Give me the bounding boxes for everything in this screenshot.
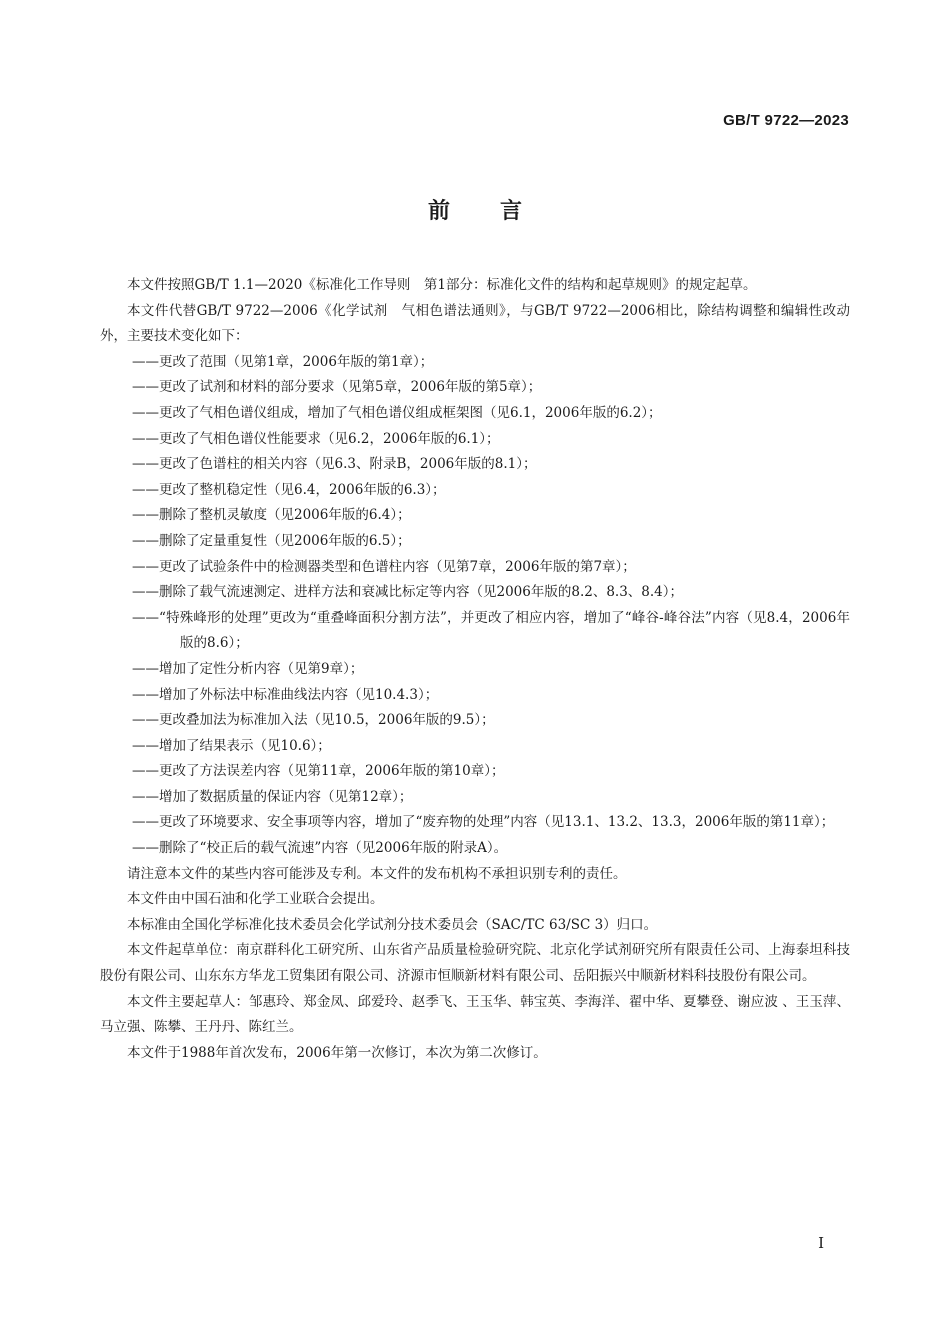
change-item: ——删除了定量重复性（见2006年版的6.5）； bbox=[132, 532, 411, 549]
change-item: ——更改了气相色谱仪性能要求（见6.2，2006年版的6.1）； bbox=[132, 430, 500, 447]
intro-paragraph: 本文件按照GB/T 1.1—2020《标准化工作导则 第1部分：标准化文件的结构和起草规则》的规定起草。 bbox=[127, 277, 757, 293]
closing-paragraph: 本标准由全国化学标准化技术委员会化学试剂分技术委员会（SAC/TC 63/SC 3）归口。 bbox=[127, 916, 658, 933]
change-item: ——更改叠加法为标准加入法（见10.5，2006年版的9.5）； bbox=[132, 712, 495, 729]
intro-paragraph: 本文件代替GB/T 9722—2006《化学试剂 气相色谱法通则》，与GB/T 9722—2006相比，除结构调整和编辑性改动外，主要技术变化如下： bbox=[100, 302, 850, 345]
change-item: ——更改了色谱柱的相关内容（见6.3、附录B，2006年版的8.1）； bbox=[132, 456, 537, 473]
change-item: ——更改了气相色谱仪组成，增加了气相色谱仪组成框架图（见6.1，2006年版的6.2）； bbox=[132, 404, 662, 421]
change-item: ——更改了整机稳定性（见6.4，2006年版的6.3）； bbox=[132, 481, 446, 498]
page-number: Ⅰ bbox=[818, 1234, 824, 1252]
change-item: ——更改了试剂和材料的部分要求（见第5章，2006年版的第5章）； bbox=[132, 379, 542, 396]
change-item: ——删除了整机灵敏度（见2006年版的6.4）； bbox=[132, 507, 411, 524]
title-char: 前 bbox=[427, 199, 450, 224]
change-item: ——更改了范围（见第1章，2006年版的第1章）； bbox=[132, 353, 434, 370]
standard-number: GB/T 9722—2023 bbox=[723, 112, 849, 129]
change-item: ——“特殊峰形的处理”更改为“重叠峰面积分割方法”，并更改了相应内容，增加了“峰谷-峰谷法”内容（见8.4，2006年版的8.6）； bbox=[132, 609, 850, 652]
change-item: ——增加了数据质量的保证内容（见第12章）； bbox=[132, 788, 413, 805]
foreword-body bbox=[100, 273, 850, 1066]
change-item: ——更改了方法误差内容（见第11章，2006年版的第10章）； bbox=[132, 763, 505, 780]
closing-paragraph: 本文件由中国石油和化学工业联合会提出。 bbox=[127, 891, 384, 908]
change-item: ——增加了结果表示（见10.6）； bbox=[132, 737, 331, 754]
change-item: ——更改了环境要求、安全事项等内容，增加了“废弃物的处理”内容（见13.1、13.2、13.3，2006年版的第11章）； bbox=[132, 814, 835, 831]
change-item: ——删除了“校正后的载气流速”内容（见2006年版的附录A）。 bbox=[132, 840, 508, 857]
closing-paragraph: 本文件起草单位：南京群科化工研究所、山东省产品质量检验研究院、北京化学试剂研究所有限责任公司、上海泰坦科技股份有限公司、山东东方华龙工贸集团有限公司、济源市恒顺新材料有限公司、岳阳振兴中顺新材料科技股份有限公司。 bbox=[100, 942, 850, 985]
closing-paragraph: 请注意本文件的某些内容可能涉及专利。本文件的发布机构不承担识别专利的责任。 bbox=[127, 865, 627, 882]
change-item: ——增加了外标法中标准曲线法内容（见10.4.3）； bbox=[132, 686, 439, 703]
closing-paragraph: 本文件于1988年首次发布，2006年第一次修订，本次为第二次修订。 bbox=[127, 1044, 547, 1061]
change-item: ——增加了定性分析内容（见第9章）； bbox=[132, 660, 364, 677]
closing-paragraph: 本文件主要起草人：邹惠玲、郑金凤、邱爱玲、赵季飞、王玉华、韩宝英、李海洋、翟中华、夏攀登、谢应波 、王玉萍、马立强、陈攀、王丹丹、陈红兰。 bbox=[100, 993, 850, 1036]
page-title bbox=[0, 194, 950, 225]
change-item: ——删除了载气流速测定、进样方法和衰减比标定等内容（见2006年版的8.2、8.3、8.4）； bbox=[132, 584, 684, 601]
title-char: 言 bbox=[500, 199, 523, 224]
change-item: ——更改了试验条件中的检测器类型和色谱柱内容（见第7章，2006年版的第7章）； bbox=[132, 558, 636, 575]
